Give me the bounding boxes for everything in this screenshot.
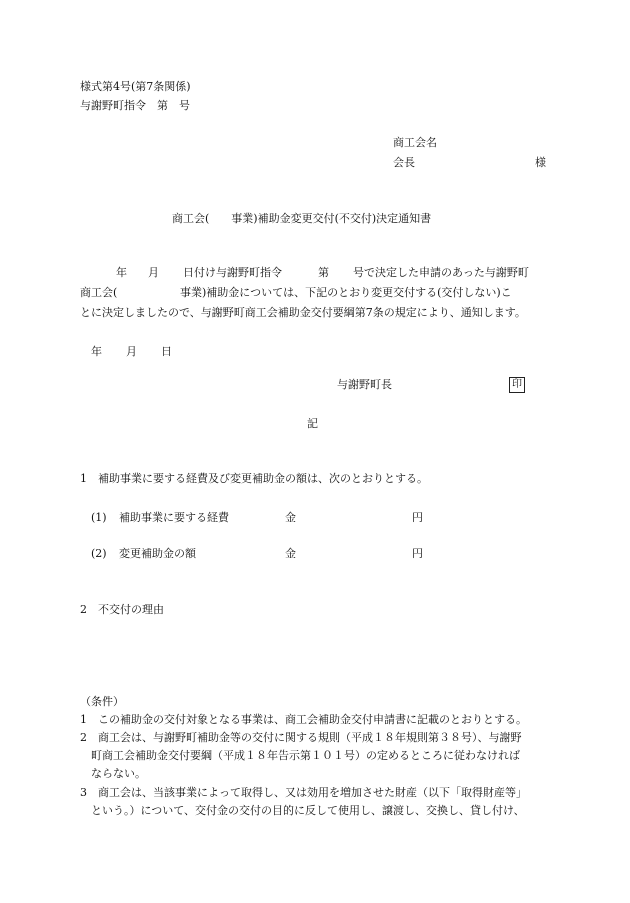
sub1-kin: 金	[285, 511, 296, 524]
sub1-yen: 円	[412, 511, 423, 524]
body-month: 月	[148, 266, 159, 279]
body-line3: とに決定しましたので、与謝野町商工会補助金交付要綱第7条の規定により、通知します。	[80, 306, 526, 319]
condition-2-line1: 2 商工会は、与謝野町補助金等の交付に関する規則（平成１８年規則第３８号）、与謝野	[80, 731, 522, 744]
body-year: 年	[116, 266, 127, 279]
condition-1: 1 この補助金の交付対象となる事業は、商工会補助金交付申請書に記載のとおりとする。	[80, 713, 527, 726]
sub1-label: 補助事業に要する経費	[119, 511, 229, 524]
sub1-number: (1)	[91, 511, 107, 524]
item1-text: 1 補助事業に要する経費及び変更補助金の額は、次のとおりとする。	[80, 472, 428, 485]
sub2-yen: 円	[412, 547, 423, 560]
body-line1-end: 号で決定した申請のあった与謝野町	[353, 266, 529, 279]
ki-heading: 記	[307, 417, 318, 430]
body-line1-mid: 日付け与謝野町指令	[183, 266, 282, 279]
body-line2-end: 事業)補助金については、下記のとおり変更交付する(交付しない)こ	[180, 286, 512, 299]
condition-2-line3: ならない。	[91, 767, 146, 780]
document-number: 与謝野町指令 第 号	[80, 99, 190, 112]
condition-3-line2: という。）について、交付金の交付の目的に反して使用し、譲渡し、交換し、貸し付け、	[91, 804, 525, 817]
sub2-kin: 金	[285, 547, 296, 560]
addressee-org: 商工会名	[393, 136, 437, 149]
date-month: 月	[126, 345, 137, 358]
addressee-honorific: 様	[535, 156, 546, 169]
date-year: 年	[91, 345, 102, 358]
conditions-heading: （条件）	[80, 695, 124, 708]
addressee-title: 会長	[393, 156, 415, 169]
sub2-number: (2)	[91, 547, 107, 560]
item2-text: 2 不交付の理由	[80, 603, 164, 616]
seal-box: 印	[509, 377, 525, 393]
body-line2-start: 商工会(	[80, 286, 118, 299]
document-title: 商工会( 事業)補助金変更交付(不交付)決定通知書	[172, 212, 432, 225]
signer-name: 与謝野町長	[337, 378, 392, 391]
condition-3-line1: 3 商工会は、当該事業によって取得し、又は効用を増加させた財産（以下「取得財産等」	[80, 786, 527, 799]
form-number: 様式第4号(第7条関係)	[80, 80, 191, 93]
sub2-label: 変更補助金の額	[119, 547, 196, 560]
body-dai: 第	[318, 266, 329, 279]
condition-2-line2: 町商工会補助金交付要綱（平成１８年告示第１０１号）の定めるところに従わなければ	[91, 749, 520, 762]
date-day: 日	[161, 345, 172, 358]
